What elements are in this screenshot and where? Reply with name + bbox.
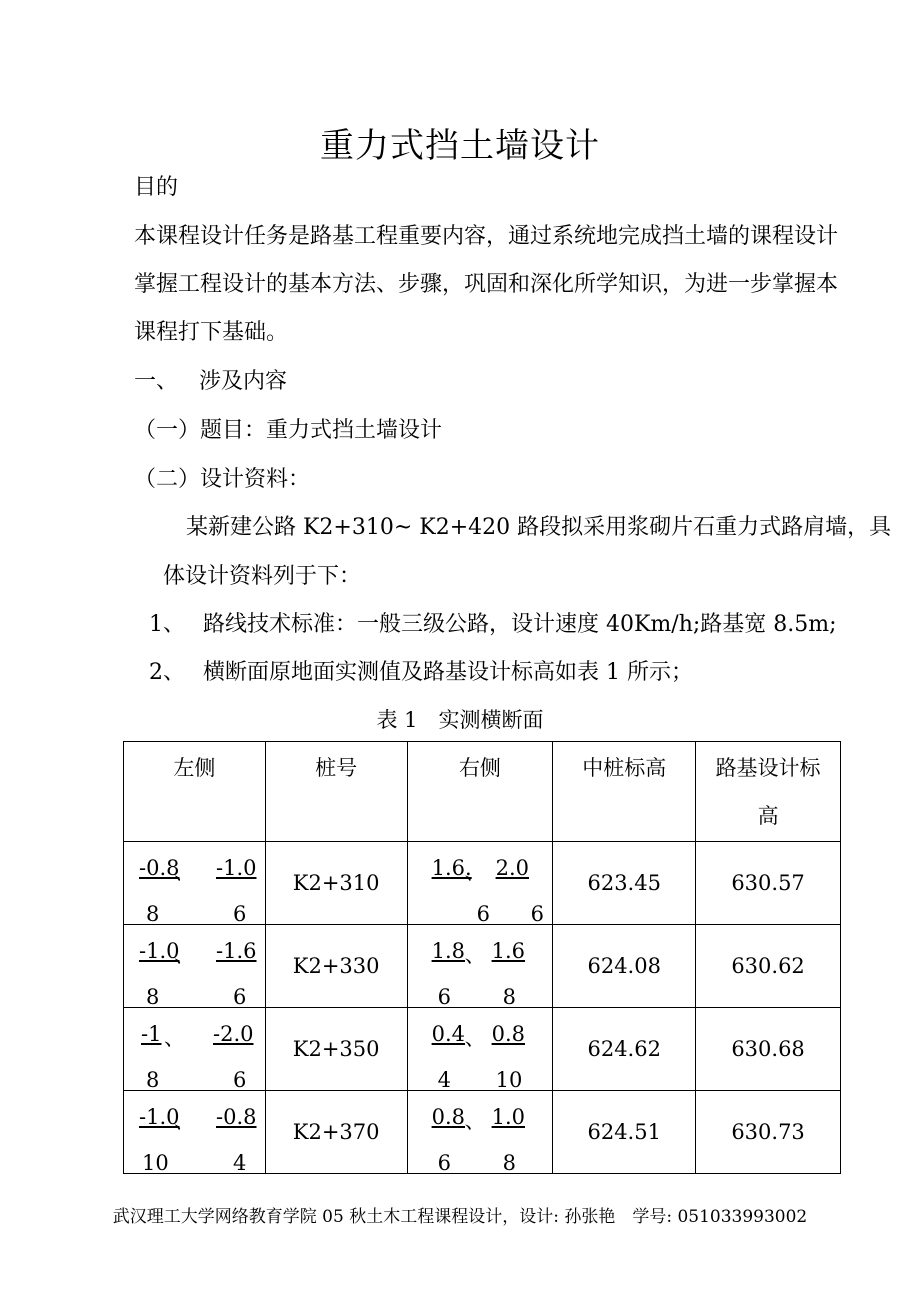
left-denominator-1: 8 bbox=[146, 985, 160, 1009]
station-cell: K2+350 bbox=[265, 1008, 407, 1091]
design-paragraph-line-2: 体设计资料列于下： bbox=[163, 564, 362, 589]
center-elevation-cell: 624.62 bbox=[553, 1008, 696, 1091]
left-denominator-1: 8 bbox=[146, 902, 160, 926]
right-value-2: 2.0 bbox=[495, 856, 529, 880]
right-cell bbox=[407, 1008, 553, 1091]
table-header-row bbox=[124, 742, 841, 842]
subsection-2: （二）设计资料： bbox=[134, 467, 311, 492]
purpose-line-3: 课程打下基础。 bbox=[134, 320, 289, 345]
station-cell: K2+310 bbox=[265, 842, 407, 925]
purpose-line-2: 掌握工程设计的基本方法、步骤，巩固和深化所学知识，为进一步掌握本 bbox=[134, 272, 839, 297]
subsection-1: （一）题目：重力式挡土墙设计 bbox=[134, 418, 443, 443]
right-separator: 、 bbox=[464, 943, 486, 967]
right-value-2: 0.8 bbox=[491, 1022, 525, 1046]
table-row bbox=[124, 842, 841, 925]
right-denominator-2: 8 bbox=[502, 1151, 516, 1175]
left-value-1: -0.8 bbox=[139, 856, 180, 880]
left-denominator-2: 6 bbox=[233, 902, 247, 926]
header-center-label: 中桩标高 bbox=[582, 756, 667, 780]
left-denominator-2: 6 bbox=[233, 985, 247, 1009]
left-separator: 、 bbox=[164, 1026, 185, 1050]
right-value-2: 1.6 bbox=[491, 939, 525, 963]
item-2-number: 2、 bbox=[149, 660, 185, 685]
center-elevation-cell: 624.08 bbox=[553, 925, 696, 1008]
left-separator: 、 bbox=[174, 1109, 195, 1133]
left-denominator-1: 8 bbox=[146, 1068, 160, 1092]
section-1-label: 涉及内容 bbox=[199, 369, 288, 394]
cross-section-table bbox=[123, 741, 841, 1174]
right-denominator-1: 6 bbox=[476, 902, 490, 926]
design-paragraph-line-1: 某新建公路 K2+310~ K2+420 路段拟采用浆砌片石重力式路肩墙，具 bbox=[186, 515, 892, 540]
right-cell bbox=[407, 1091, 553, 1174]
left-separator: 、 bbox=[174, 860, 195, 884]
header-design-elevation bbox=[696, 742, 841, 842]
design-elevation-cell: 630.68 bbox=[696, 1008, 841, 1091]
header-left-label: 左侧 bbox=[173, 756, 216, 780]
right-denominator-1: 4 bbox=[437, 1068, 451, 1092]
item-2-text: 横断面原地面实测值及路基设计标高如表 1 所示； bbox=[203, 660, 693, 685]
item-1-number: 1、 bbox=[149, 612, 185, 637]
purpose-line-1: 本课程设计任务是路基工程重要内容，通过系统地完成挡土墙的课程设计 bbox=[134, 224, 839, 249]
right-value-1: 0.8 bbox=[431, 1105, 465, 1129]
header-station-label: 桩号 bbox=[315, 756, 358, 780]
header-design-label-line2: 高 bbox=[757, 804, 779, 828]
right-denominator-2: 6 bbox=[530, 902, 544, 926]
item-1-text: 路线技术标准：一般三级公路，设计速度 40Km/h;路基宽 8.5m; bbox=[203, 612, 837, 637]
header-center-elevation bbox=[553, 742, 696, 842]
header-right bbox=[407, 742, 553, 842]
right-denominator-2: 10 bbox=[495, 1068, 523, 1092]
table-row bbox=[124, 925, 841, 1008]
right-denominator-1: 6 bbox=[437, 1151, 451, 1175]
right-separator: 、 bbox=[464, 1026, 486, 1050]
left-value-2: -2.0 bbox=[213, 1022, 254, 1046]
station-cell: K2+370 bbox=[265, 1091, 407, 1174]
right-value-1: 1.6. bbox=[431, 856, 472, 880]
center-elevation-cell: 623.45 bbox=[553, 842, 696, 925]
table-caption: 表 1 实测横断面 bbox=[376, 708, 544, 732]
station-cell: K2+330 bbox=[265, 925, 407, 1008]
left-value-1: -1.0 bbox=[139, 1105, 180, 1129]
left-value-2: -0.8 bbox=[216, 1105, 257, 1129]
page-footer: 武汉理工大学网络教育学院 05 秋土木工程课程设计，设计: 孙张艳 学号: 051033993002 bbox=[112, 1207, 808, 1227]
right-denominator-2: 8 bbox=[502, 985, 516, 1009]
header-station bbox=[265, 742, 407, 842]
left-value-1: -1.0 bbox=[139, 939, 180, 963]
center-elevation-cell: 624.51 bbox=[553, 1091, 696, 1174]
left-separator: 、 bbox=[174, 943, 195, 967]
right-cell bbox=[407, 842, 553, 925]
left-cell bbox=[124, 842, 266, 925]
page-title: 重力式挡土墙设计 bbox=[320, 126, 600, 166]
header-left bbox=[124, 742, 266, 842]
right-separator: 、 bbox=[464, 860, 486, 884]
table-row bbox=[124, 1008, 841, 1091]
right-denominator-1: 6 bbox=[437, 985, 451, 1009]
header-design-label-line1: 路基设计标 bbox=[715, 756, 821, 780]
section-1-number: 一、 bbox=[134, 369, 179, 394]
design-elevation-cell: 630.57 bbox=[696, 842, 841, 925]
left-denominator-2: 6 bbox=[233, 1068, 247, 1092]
design-elevation-cell: 630.73 bbox=[696, 1091, 841, 1174]
left-value-2: -1.6 bbox=[216, 939, 257, 963]
table-row bbox=[124, 1091, 841, 1174]
right-value-1: 0.4 bbox=[431, 1022, 465, 1046]
right-cell bbox=[407, 925, 553, 1008]
header-right-label: 右侧 bbox=[458, 756, 501, 780]
left-denominator-1: 10 bbox=[142, 1151, 169, 1175]
left-cell bbox=[124, 925, 266, 1008]
left-cell bbox=[124, 1091, 266, 1174]
design-elevation-cell: 630.62 bbox=[696, 925, 841, 1008]
purpose-heading: 目的 bbox=[134, 175, 179, 200]
left-value-1: -1 bbox=[141, 1022, 162, 1046]
right-value-1: 1.8 bbox=[431, 939, 465, 963]
left-cell bbox=[124, 1008, 266, 1091]
right-value-2: 1.0 bbox=[491, 1105, 525, 1129]
left-denominator-2: 4 bbox=[233, 1151, 247, 1175]
left-value-2: -1.0 bbox=[216, 856, 257, 880]
right-separator: 、 bbox=[464, 1109, 486, 1133]
